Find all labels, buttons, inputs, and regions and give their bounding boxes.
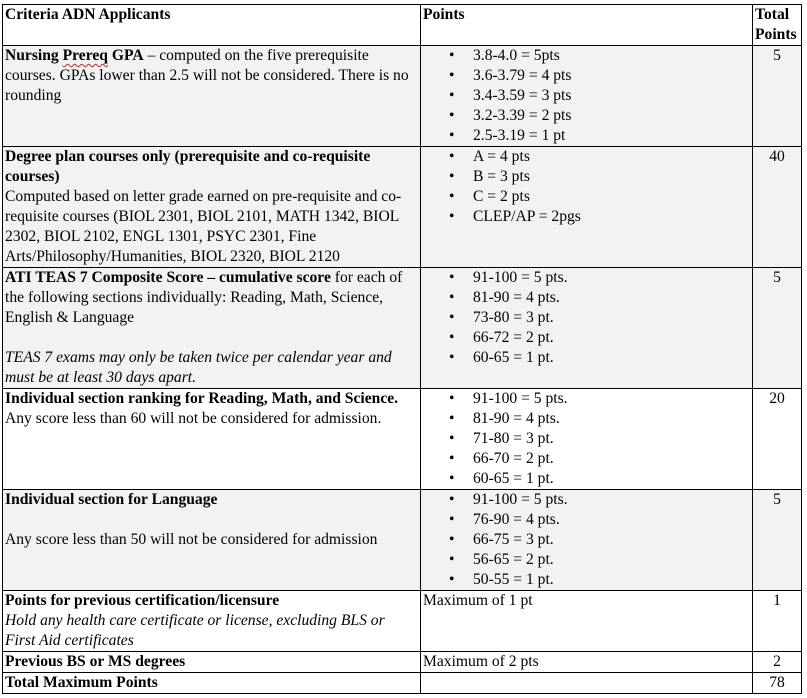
- list-item: • 66-70 = 2 pt.: [449, 450, 554, 467]
- criteria-cell: Nursing Prereq GPA – computed on the five prerequisite courses. GPAs lower than 2.5 will not be considered. There is no rounding: [3, 46, 421, 147]
- list-item: • 60-65 = 1 pt.: [449, 349, 554, 366]
- list-item: • 73-80 = 3 pt.: [449, 309, 554, 326]
- list-item: • 3.2-3.39 = 2 pts: [449, 107, 572, 124]
- points-cell: [421, 46, 753, 147]
- total-maximum-value: 78: [753, 673, 802, 694]
- list-item: • 91-100 = 5 pts.: [449, 269, 568, 286]
- list-item: • CLEP/AP = 2pgs: [449, 208, 581, 225]
- points-cell: [421, 268, 753, 389]
- points-cell: [421, 147, 753, 268]
- points-list: [423, 268, 750, 368]
- list-item: • 91-100 = 5 pts.: [449, 491, 568, 508]
- list-item: • 3.4-3.59 = 3 pts: [449, 87, 572, 104]
- list-item: • B = 3 pts: [449, 168, 530, 185]
- points-list: [423, 147, 750, 227]
- admission-criteria-table: [2, 4, 802, 694]
- points-cell: [421, 673, 753, 694]
- list-item: • A = 4 pts: [449, 148, 530, 165]
- header-total-points: Total Points: [753, 5, 802, 46]
- criteria-row-degree-plan: [3, 147, 802, 268]
- list-item: • 3.8-4.0 = 5pts: [449, 47, 560, 64]
- header-criteria: Criteria ADN Applicants: [3, 5, 421, 46]
- criteria-cell: Individual section for Language Any score less than 50 will not be considered for admission: [3, 490, 421, 591]
- points-cell: Maximum of 1 pt: [421, 591, 753, 652]
- points-cell: Maximum of 2 pts: [421, 652, 753, 673]
- list-item: • 66-75 = 3 pt.: [449, 531, 554, 548]
- list-item: • 56-65 = 2 pt.: [449, 551, 554, 568]
- list-item: • 3.6-3.79 = 4 pts: [449, 67, 572, 84]
- list-item: • 2.5-3.19 = 1 pt: [449, 127, 566, 144]
- total-cell: 5: [753, 490, 802, 591]
- points-list: [423, 389, 750, 489]
- total-cell: 40: [753, 147, 802, 268]
- total-row: [3, 673, 802, 694]
- points-list: [423, 46, 750, 146]
- total-cell: 2: [753, 652, 802, 673]
- criteria-row-certification: [3, 591, 802, 652]
- list-item: • C = 2 pts: [449, 188, 530, 205]
- criteria-row-teas-composite: [3, 268, 802, 389]
- criteria-cell: Individual section ranking for Reading, Math, and Science. Any score less than 60 will not be considered for admission.: [3, 389, 421, 490]
- criteria-row-language: [3, 490, 802, 591]
- list-item: • 76-90 = 4 pts.: [449, 511, 560, 528]
- total-cell: 20: [753, 389, 802, 490]
- list-item: • 50-55 = 1 pt.: [449, 571, 554, 588]
- list-item: • 81-90 = 4 pts.: [449, 289, 560, 306]
- points-list: [423, 490, 750, 590]
- criteria-row-prereq-gpa: [3, 46, 802, 147]
- criteria-row-individual-ranking: [3, 389, 802, 490]
- list-item: • 91-100 = 5 pts.: [449, 390, 568, 407]
- total-cell: 1: [753, 591, 802, 652]
- criteria-row-previous-degrees: [3, 652, 802, 673]
- criteria-cell: Points for previous certification/licensure Hold any health care certificate or license, excluding BLS or First Aid certificates: [3, 591, 421, 652]
- list-item: • 60-65 = 1 pt.: [449, 470, 554, 487]
- points-cell: [421, 490, 753, 591]
- list-item: • 71-80 = 3 pt.: [449, 430, 554, 447]
- total-cell: 5: [753, 268, 802, 389]
- list-item: • 66-72 = 2 pt.: [449, 329, 554, 346]
- criteria-cell: Previous BS or MS degrees: [3, 652, 421, 673]
- header-row: [3, 5, 802, 46]
- total-cell: 5: [753, 46, 802, 147]
- criteria-cell: ATI TEAS 7 Composite Score – cumulative score for each of the following sections individually: Reading, Math, Science, English & Language TEAS 7 exams may only be taken twice per calendar year and must be at least 30 days apart.: [3, 268, 421, 389]
- total-label: Total Maximum Points: [3, 673, 421, 694]
- header-points: Points: [421, 5, 753, 46]
- points-cell: [421, 389, 753, 490]
- list-item: • 81-90 = 4 pts.: [449, 410, 560, 427]
- criteria-cell: Degree plan courses only (prerequisite and co-requisite courses) Computed based on letter grade earned on pre-requisite and co-requisite courses (BIOL 2301, BIOL 2101, MATH 1342, BIOL 2302, BIOL 2102, ENGL 1301, PSYC 2301, Fine Arts/Philosophy/Humanities, BIOL 2320, BIOL 2120: [3, 147, 421, 268]
